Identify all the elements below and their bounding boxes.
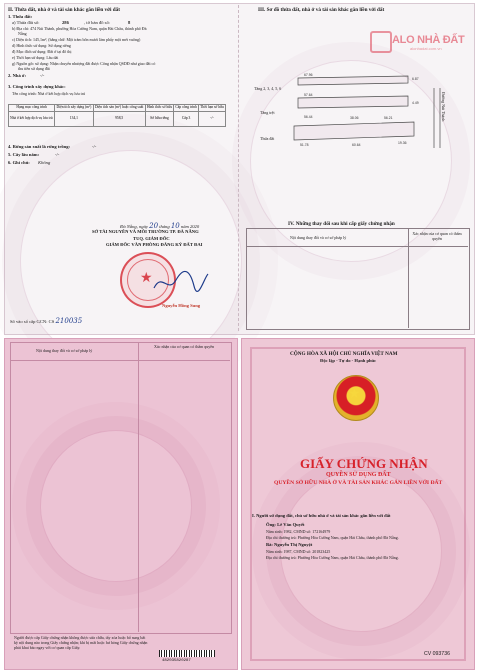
dimension-label: 57.64 <box>304 93 313 97</box>
footer-note-2: kỳ nội dung nào trong Giấy chứng nhận; khi bị mất hoặc hư hỏng Giấy chứng nhận <box>14 640 148 645</box>
watermark-brand: ALO NHÀ ĐẤT <box>392 34 465 46</box>
owner-1-address: Địa chỉ thường trú: Phường Hòa Cường Nam, quận Hải Châu, thành phố Đà Nẵng. <box>266 535 399 540</box>
serial-number: CV 093736 <box>424 651 450 657</box>
dimension-label: 56.44 <box>304 115 313 119</box>
usage-duration: e) Thời hạn sử dụng: Lâu dài <box>12 55 59 60</box>
table-cell: 134,1 <box>55 111 93 126</box>
dimension-label: 19.36 <box>398 141 407 145</box>
changes-col-content: Nội dung thay đổi và cơ sở pháp lý <box>290 235 347 240</box>
back-changes-table <box>10 342 232 634</box>
table-row <box>9 111 226 126</box>
dimension-label: 51.78 <box>300 143 309 147</box>
section-3-heading: III. Sơ đồ thửa đất, nhà ở và tài sản khác gắn liền với đất <box>258 7 385 13</box>
signature <box>150 268 210 298</box>
section-2-heading: II. Thửa đất, nhà ở và tài sản khác gắn liền với đất <box>8 7 120 13</box>
dimension-label: 4.49 <box>412 101 419 105</box>
signing-day: 20 <box>149 222 159 230</box>
owner-2-name: Bà: Nguyễn Thị Nguyệt <box>266 542 313 547</box>
table-cell: Nhà ở kết hợp dịch vụ lưu trú <box>9 111 55 126</box>
certificate-subtitle-1: QUYỀN SỬ DỤNG ĐẤT <box>326 472 391 478</box>
area-line: c) Diện tích: 145,1m², (bằng chữ: Một trăm bốn mươi lăm phẩy một mét vuông) <box>12 37 141 42</box>
perennial-value: -/- <box>55 152 60 157</box>
usage-purpose: đ) Mục đích sử dụng: Đất ở tại đô thị <box>12 49 72 54</box>
house-subheading: 2. Nhà ở: <box>8 73 26 78</box>
map-sheet-label: , tờ bản đồ số: <box>84 20 111 25</box>
changes-col-confirmation: Xác nhận của cơ quan có thẩm quyền <box>412 231 462 241</box>
parcel-number-value: 286 <box>62 20 69 25</box>
forest-value: -/- <box>92 144 97 149</box>
signing-title: GIÁM ĐỐC VĂN PHÒNG ĐĂNG KÝ ĐẤT ĐAI <box>106 242 203 247</box>
perennial-subheading: 5. Cây lâu năm: <box>8 152 40 157</box>
table-header: Diện tích sàn (m²) hoặc công suất <box>93 105 145 112</box>
parcel-number-label: a) Thửa đất số: <box>12 20 40 25</box>
address-line-2: Nẵng <box>18 31 27 36</box>
diagram-label-land-parcel: Thửa đất <box>260 136 275 141</box>
signing-place: Đà Nẵng, ngày <box>120 224 148 229</box>
table-header: Hạng mục công trình <box>9 105 55 112</box>
certificate-title: GIẤY CHỨNG NHẬN <box>300 456 428 471</box>
entry-number-value: 210035 <box>55 317 83 325</box>
owner-1-name: Ông: Lê Văn Quyết <box>266 522 305 527</box>
page-fold <box>238 5 239 331</box>
signing-year: năm 2020 <box>180 224 200 229</box>
table-header: Diện tích xây dựng (m²) <box>55 105 93 112</box>
changes-table-header-line <box>246 246 468 247</box>
note-subheading: 6. Ghi chú: <box>8 160 30 165</box>
diagram-label-ground-floor: Tầng trệt <box>260 110 275 115</box>
dimension-label: 60.64 <box>352 143 361 147</box>
motto: Độc lập - Tự do - Hạnh phúc <box>320 358 377 363</box>
address-line: b) Địa chỉ: 474 Núi Thành, phường Hòa Cường Nam, quận Hải Châu, thành phố Đà <box>12 26 147 31</box>
table-cell: Sở hữu riêng <box>145 111 173 126</box>
back-table-divider <box>138 342 139 632</box>
house-value: -/- <box>40 73 45 78</box>
dimension-label: 38.06 <box>350 116 359 120</box>
changes-table <box>246 228 470 330</box>
owner-2-address: Địa chỉ thường trú: Phường Hòa Cường Nam, quận Hải Châu, thành phố Đà Nẵng. <box>266 555 399 560</box>
land-parcel-subheading: 1. Thửa đất: <box>8 14 33 19</box>
certificate-subtitle-2: QUYỀN SỞ HỮU NHÀ Ở VÀ TÀI SẢN KHÁC GẮN LIỀN VỚI ĐẤT <box>274 480 443 486</box>
diagram-label-upper-floors: Tầng 2, 3, 4, 5, 6 <box>254 86 282 91</box>
back-col-content: Nội dung thay đổi và cơ sở pháp lý <box>36 348 93 353</box>
footer-note-3: phải khai báo ngay với cơ quan cấp Giấy. <box>14 645 81 650</box>
table-cell: Cấp 3 <box>174 111 199 126</box>
back-table-header-line <box>10 360 230 361</box>
barcode-number: 482035820287 <box>162 659 191 663</box>
owners-heading: I. Người sử dụng đất, chủ sở hữu nhà ở và tài sản khác gắn liền với đất <box>252 513 391 518</box>
official-seal: ★ <box>120 252 176 308</box>
table-cell: -/- <box>198 111 225 126</box>
usage-form: d) Hình thức sử dụng: Sử dụng riêng <box>12 43 71 48</box>
signing-tuq: TUQ. GIÁM ĐỐC <box>133 236 170 241</box>
entry-number-prefix: CS <box>48 319 55 324</box>
map-sheet-value: 8 <box>128 20 131 25</box>
owner-2-info: Năm sinh: 1987, CMND số: 201823425 <box>266 549 331 554</box>
table-header: Thời hạn sở hữu <box>198 105 225 112</box>
table-cell: 958,5 <box>93 111 145 126</box>
forest-subheading: 4. Rừng sản xuất là rừng trồng: <box>8 144 71 149</box>
dimension-label: 56.21 <box>384 116 393 120</box>
table-header: Cấp công trình <box>174 105 199 112</box>
barcode <box>159 650 215 657</box>
diagram-label-street: Đường Núi Thành <box>441 92 446 122</box>
dimension-label: 6.87 <box>412 77 419 81</box>
table-header: Hình thức sở hữu <box>145 105 173 112</box>
footer-note-1: Người được cấp Giấy chứng nhận không được sửa chữa, tẩy xóa hoặc bổ sung bất <box>14 635 146 640</box>
construction-subheading: 3. Công trình xây dựng khác: <box>8 84 66 89</box>
signing-month: 10 <box>170 222 180 230</box>
owner-1-info: Năm sinh: 1982, CMND số: 172164979 <box>266 529 331 534</box>
changes-table-divider <box>408 228 409 328</box>
usage-origin-2: thu tiền sử dụng đất <box>18 66 50 71</box>
section-4-heading: IV. Những thay đổi sau khi cấp giấy chứng nhận <box>288 221 395 227</box>
signing-month-label: tháng <box>159 224 170 229</box>
entry-number <box>10 318 82 325</box>
note-value: Không <box>38 160 51 165</box>
watermark-url: alonhadat.com.vn <box>410 46 442 51</box>
entry-number-label: Số vào sổ cấp GCN: <box>10 319 48 324</box>
dimension-label: 67.96 <box>304 73 313 77</box>
signing-department: SỞ TÀI NGUYÊN VÀ MÔI TRƯỜNG TP. ĐÀ NẴNG <box>92 229 199 234</box>
usage-origin: g) Nguồn gốc sử dụng: Nhận chuyển nhượng đất được Công nhận QSDĐ như giao đất có <box>12 61 156 66</box>
back-col-confirmation: Xác nhận của cơ quan có thẩm quyền <box>154 344 214 349</box>
construction-table <box>8 104 226 127</box>
national-emblem-icon: ★ <box>333 375 379 421</box>
construction-name: Tên công trình: Nhà ở kết hợp dịch vụ lưu trú <box>12 91 86 96</box>
table-header-row <box>9 105 226 112</box>
parcel-diagram <box>258 18 466 168</box>
republic-heading: CỘNG HÒA XÃ HỘI CHỦ NGHĨA VIỆT NAM <box>290 351 398 357</box>
signer-name: Nguyễn Hồng Sung <box>162 303 201 308</box>
